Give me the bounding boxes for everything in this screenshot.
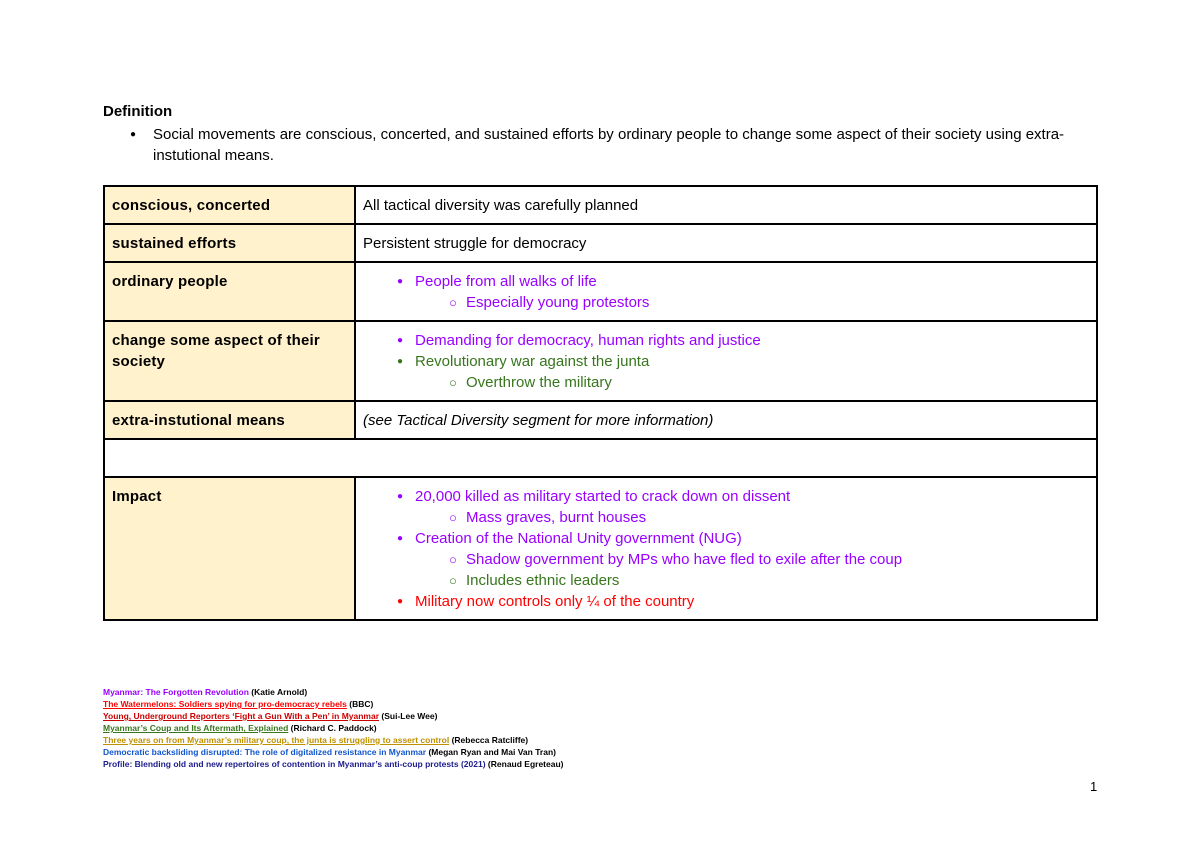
value-bullet-list [363,330,1089,393]
table-row [104,439,1097,477]
list-item-text: People from all walks of life [415,273,597,290]
row-value-cell [355,186,1097,224]
reference-link[interactable]: The Watermelons: Soldiers spying for pro-democracy rebels [103,699,347,709]
reference-author: (Katie Arnold) [248,687,308,697]
row-value-cell [355,224,1097,262]
page-number: 1 [1090,779,1098,794]
reference-author: (Richard C. Paddock) [288,723,377,733]
filled-bullet-icon: ● [397,596,404,607]
row-value-cell [355,477,1097,620]
row-key-cell: sustained efforts [104,224,355,262]
reference-item [103,686,564,698]
value-bullet-list [363,271,1089,313]
value-bullet-list [363,486,1089,612]
list-item [363,549,1089,570]
table-row [104,477,1097,620]
reference-author: (BBC) [346,699,374,709]
list-item-text: Creation of the National Unity government (NUG) [415,530,742,547]
list-item-text: Mass graves, burnt houses [466,509,647,526]
row-key-cell: ordinary people [104,262,355,321]
list-item-text: Includes ethnic leaders [466,572,620,589]
list-item-text: Military now controls only ¼ of the country [415,593,695,610]
definition-bullet: ● Social movements are conscious, concerted, and sustained efforts by ordinary people to change some aspect of their society using extra-instutional means. [130,124,1090,166]
filled-bullet-icon: ● [397,276,404,287]
list-item [363,372,1089,393]
table-row [104,186,1097,224]
hollow-bullet-icon: ○ [449,375,457,390]
table-row [104,401,1097,439]
reference-link[interactable]: Democratic backsliding disrupted: The role of digitalized resistance in Myanmar [103,747,427,757]
hollow-bullet-icon: ○ [449,573,457,588]
row-value-text: Persistent struggle for democracy [363,235,587,252]
hollow-bullet-icon: ○ [449,552,457,567]
definition-list [130,124,1090,166]
row-value-cell [355,262,1097,321]
list-item-text: Demanding for democracy, human rights and justice [415,332,761,349]
list-item [363,292,1089,313]
row-key-cell: change some aspect of their society [104,321,355,401]
hollow-bullet-icon: ○ [449,295,457,310]
row-value-text: (see Tactical Diversity segment for more information) [363,412,714,429]
list-item [363,570,1089,591]
filled-bullet-icon: ● [397,491,404,502]
table-row [104,321,1097,401]
reference-author: (Megan Ryan and Mai Van Tran) [426,747,556,757]
row-value-cell [355,321,1097,401]
reference-item [103,722,564,734]
concept-table [103,185,1098,621]
reference-link[interactable]: Three years on from Myanmar’s military coup, the junta is struggling to assert control [103,735,450,745]
reference-item [103,710,564,722]
row-value-text: All tactical diversity was carefully planned [363,197,639,214]
reference-item [103,746,564,758]
list-item-text: Shadow government by MPs who have fled to exile after the coup [466,551,903,568]
filled-bullet-icon: ● [397,533,404,544]
row-key-cell: Impact [104,477,355,620]
filled-bullet-icon: ● [397,356,404,367]
table-row [104,262,1097,321]
list-item [363,528,1089,549]
list-item-text: 20,000 killed as military started to crack down on dissent [415,488,791,505]
reference-author: (Rebecca Ratcliffe) [449,735,529,745]
references-list [103,686,564,770]
list-item [363,486,1089,507]
table-row [104,224,1097,262]
reference-author: (Renaud Egreteau) [485,759,564,769]
list-item [363,351,1089,372]
list-item [363,591,1089,612]
reference-link[interactable]: Myanmar’s Coup and Its Aftermath, Explained [103,723,289,733]
list-item-text: Especially young protestors [466,294,650,311]
reference-link[interactable]: Myanmar: The Forgotten Revolution [103,687,249,697]
reference-link[interactable]: Young, Underground Reporters ‘Fight a Gun With a Pen’ in Myanmar [103,711,380,721]
reference-link[interactable]: Profile: Blending old and new repertoires of contention in Myanmar’s anti-coup protests (2021) [103,759,486,769]
list-item-text: Revolutionary war against the junta [415,353,650,370]
definition-heading: Definition [103,103,173,120]
row-value-cell [355,401,1097,439]
reference-item [103,698,564,710]
row-key-cell [104,439,1097,477]
list-item [363,330,1089,351]
list-item [363,271,1089,292]
list-item-text: Overthrow the military [466,374,612,391]
reference-author: (Sui-Lee Wee) [379,711,438,721]
reference-item [103,734,564,746]
filled-bullet-icon: ● [397,335,404,346]
hollow-bullet-icon: ○ [449,510,457,525]
row-key-cell: extra-instutional means [104,401,355,439]
row-key-cell: conscious, concerted [104,186,355,224]
reference-item [103,758,564,770]
list-item [363,507,1089,528]
